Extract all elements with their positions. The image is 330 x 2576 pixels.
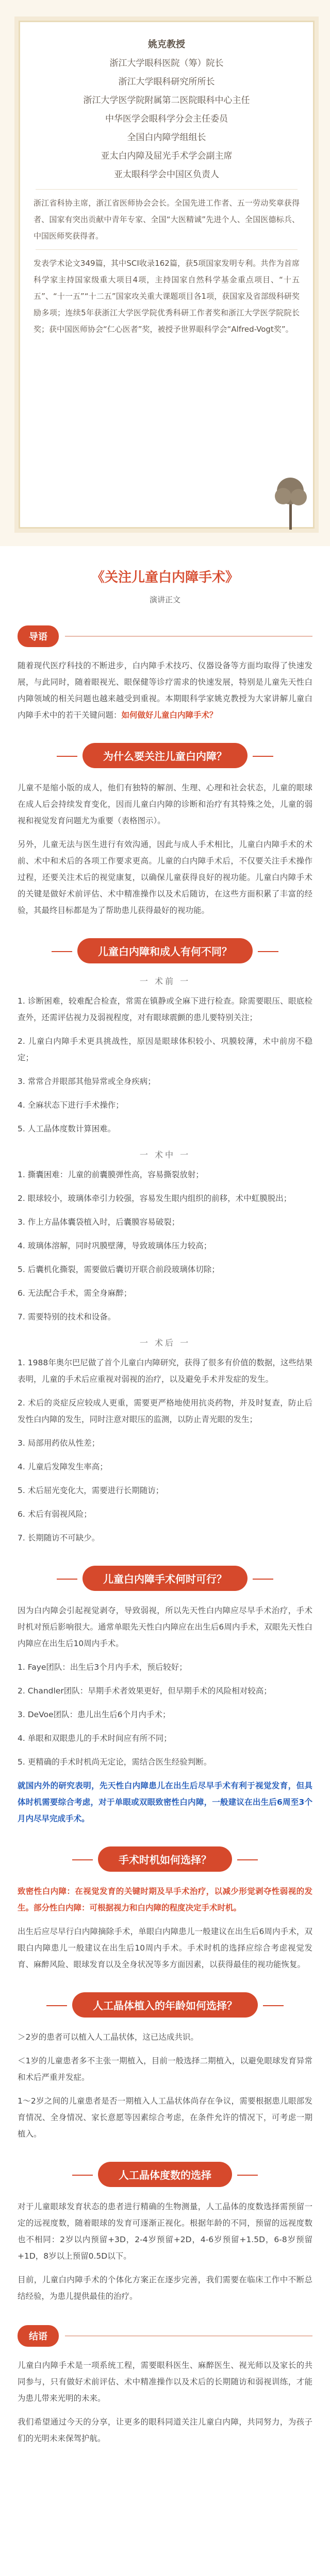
q1-heading-row: [0, 743, 330, 768]
intro-body: [0, 657, 330, 723]
list-item: 2. 眼球较小，玻璃体牵引力较强，容易发生眼内组织的前移，术中虹膜脱出；: [18, 1194, 292, 1203]
list-item: 1. 诊断困难，较难配合检查，常需在镇静或全麻下进行检查。除需要眼压、眼底检查外，还需评估视力及弱视程度，对有眼球震颤的患儿要特别关注；: [18, 996, 312, 1022]
list-item: 1. 1988年奥尔巴尼做了首个儿童白内障研究，获得了很多有价值的数据，这些结果表明，儿童的手术后应重视对弱视的治疗，以及避免手术并发症的发生。: [18, 1358, 312, 1384]
article-subtitle: 演讲正文: [149, 595, 180, 604]
list-item: 3. 常常合并眼部其他异常或全身疾病；: [18, 1077, 156, 1086]
q3-para-1: 因为白内障会引起视觉剥夺，导致弱视，所以先天性白内障应尽早手术治疗，手术时机对预后影响很大。通常单眼先天性白内障应在出生后6周内手术，双眼先天性白内障应在出生后10周内手术。: [18, 1606, 312, 1648]
q2-list-preop: [0, 993, 330, 1137]
list-item: 7. 长期随访不可缺少。: [18, 1533, 100, 1543]
q5-heading: 人工晶体植入的年龄如何选择？: [72, 1992, 258, 2018]
q1-para-2: 另外，儿童无法与医生进行有效沟通，因此与成人手术相比，儿童白内障手术的术前、术中和术后的各项工作要求更高。儿童的白内障手术后，不仅要关注手术操作过程，还要关注术后的视觉康复，以确保儿童获得良好的视功能。儿童白内障手术的关键是做好术前评估、术中精准操作以及术后随访，在这些方面积累了丰富的经验，其最终目标都是为了帮助患儿获得最好的视功能。: [18, 840, 312, 915]
q4-para-2: 出生后应尽早行白内障摘除手术，单眼白内障患儿一般建议在出生后6周内手术，双眼白内障患儿一般建议在出生后10周内手术。手术时机的选择应综合考虑视觉发育、麻醉风险、眼球发育以及全身状况等多方面因素，以获得最佳的视功能恢复。: [18, 1927, 312, 1969]
bio-section: [0, 0, 330, 546]
list-item: 6. 术后有弱视风险；: [18, 1510, 92, 1519]
end-para-2: 我们希望通过今天的分享，让更多的眼科同道关注儿童白内障，共同努力，为孩子们的光明未来保驾护航。: [18, 2417, 312, 2443]
bio-line: 亚太白内障及屈光手术学会副主席: [101, 151, 233, 161]
list-item: 4. 玻璃体溶解，同时巩膜壁薄，导致玻璃体压力较高；: [18, 1241, 212, 1250]
q6-heading: 人工晶体度数的选择: [98, 2162, 232, 2187]
q6-para-1: 对于儿童眼球发育状态的患者进行精确的生物测量，人工晶体的度数选择需预留一定的远视度数，随着眼球的发育可逐渐正视化。根据年龄的不同，预留的远视度数也不相同：2岁以内预留+3D，2-4岁预留+2D，4-6岁预留+1.5D，6-8岁预留+1D，8岁以上预留0.5D以下。: [18, 2202, 312, 2261]
article-title: 《关注儿童白内障手术》: [91, 570, 239, 585]
intro-badge-row: [18, 625, 312, 647]
bio-line: 浙江大学眼科研究所所长: [118, 77, 215, 87]
q4-heading-row: [0, 1846, 330, 1872]
q4-heading: 手术时机如何选择？: [98, 1846, 232, 1872]
q2-sub-preop: 一 术前 一: [139, 976, 191, 986]
q2-heading-row: [0, 938, 330, 963]
list-item: 1. 撕囊困难：儿童的前囊膜弹性高，容易撕裂放射；: [18, 1170, 204, 1179]
list-item: 3. 局部用药依从性差；: [18, 1438, 100, 1448]
q6-para-2: 目前，儿童白内障手术的个体化方案正在逐步完善，我们需要在临床工作中不断总结经验，为患儿提供最佳的治疗。: [18, 2275, 312, 2301]
bio-para-2: 发表学术论文349篇，其中SCI收录162篇，获5项国家发明专利。共作为首席科学家主持国家级重大项目4项，主持国家自然科学基金重点项目、“十五五”、“十一五”“十二五”国家攻关重大课题项目各1项，获国家及省部级科研奖励多项；连续5年获浙江大学医学院优秀科研工作者奖和浙江大学医学院院长奖；获中国医师协会“仁心医者”奖，被授予世界眼科学会“Alfred-Vogt奖”。: [34, 259, 300, 334]
q4-body: [0, 1883, 330, 1973]
list-item: 6. 无法配合手术，需全身麻醉；: [18, 1289, 132, 1298]
badge-line: [65, 636, 312, 637]
bio-line: 中华医学会眼科学分会主任委员: [105, 114, 228, 124]
list-item: 2. 儿童白内障手术更具挑战性，原因是眼球体积较小、巩膜较薄，术中前房不稳定；: [18, 1037, 312, 1062]
intro-text: 随着现代医疗科技的不断进步，白内障手术技巧、仪器设备等方面均取得了快速发展，与此同时，随着眼视光、眼保健等诊疗需求的快速发展，特别是儿童先天性白内障领域的相关问题也越来越受到重视。本期眼科学家姚克教授为大家讲解儿童白内障手术中的若干关键问题：: [18, 661, 312, 720]
q2-sub-intraop: 一 术中 一: [139, 1150, 191, 1160]
end-body: [0, 2357, 330, 2447]
q2-sub-postop: 一 术后 一: [139, 1338, 191, 1348]
list-item: 4. 全麻状态下进行手术操作；: [18, 1100, 124, 1110]
list-item: 4. 单眼和双眼患儿的手术时间应有所不同；: [18, 1734, 172, 1743]
list-item: 2. 术后的炎症反应较成人更重，需要更严格地使用抗炎药物，并及时复查，防止后发性白内障的发生，同时注意对眼压的监测，以防止青光眼的发生；: [18, 1398, 312, 1424]
q3-heading-row: [0, 1566, 330, 1591]
badge-line: [65, 2335, 312, 2336]
q1-para-1: 儿童不是缩小版的成人，他们有独特的解剖、生理、心理和社会状态，儿童的眼球在成人后会持续发育变化，因而儿童白内障的诊断和治疗有其特殊之处，儿童的弱视和视觉发育问题尤为重要（表格图示）。: [18, 783, 312, 825]
bio-line: 浙江大学眼科医院（筹）院长: [109, 58, 224, 69]
list-item: 5. 更精确的手术时机尚无定论，需结合医生经验判断。: [18, 1757, 212, 1767]
list-item: 2. Chandler团队：早期手术者效果更好，但早期手术的风险相对较高；: [18, 1686, 272, 1696]
list-item: 4. 儿童后发障发生率高；: [18, 1462, 108, 1471]
bio-line: 全国白内障学组组长: [127, 132, 206, 143]
q6-body: [0, 2198, 330, 2304]
q5-heading-row: [0, 1992, 330, 2018]
q1-heading: 为什么要关注儿童白内障？: [82, 743, 248, 768]
q1-body: [0, 779, 330, 919]
q3-body: [0, 1602, 330, 1827]
q5-body: [0, 2029, 330, 2142]
list-item: 5. 术后屈光变化大，需要进行长期随访；: [18, 1486, 164, 1495]
end-badge: 结语: [18, 2325, 59, 2347]
bio-header: [20, 22, 313, 184]
end-para-1: 儿童白内障手术是一项系统工程，需要眼科医生、麻醉医生、视光师以及家长的共同参与，只有做好术前评估、术中精准操作以及术后的长期随访和弱视训练，才能为患儿带来光明的未来。: [18, 2361, 312, 2403]
list-item: 5. 后囊机化撕裂，需要做后囊切开联合前段玻璃体切除；: [18, 1265, 220, 1274]
intro-highlight: 如何做好儿童白内障手术？: [121, 710, 218, 720]
bio-card: [19, 21, 315, 529]
q2-heading: 儿童白内障和成人有何不同？: [77, 938, 253, 963]
bio-para-1: 浙江省科协主席，浙江省医师协会会长。全国先进工作者、五一劳动奖章获得者、国家有突出贡献中青年专家、全国“大医精诚”先进个人、全国医德标兵、中国医师奖获得者。: [34, 198, 300, 241]
bio-line: 浙江大学医学院附属第二医院眼科中心主任: [83, 95, 250, 106]
intro-badge: 导语: [18, 625, 59, 647]
article-header: [0, 546, 330, 605]
q2-list-postop: [0, 1354, 330, 1546]
q4-para-1: 致密性白内障：在视觉发育的关键时期及早手术治疗，以减少形觉剥夺性弱视的发生。部分性白内障：可根据视力和白内障的程度决定手术时机。: [18, 1887, 312, 1912]
list-item: 3. DeVoe团队：患儿出生后6个月内手术；: [18, 1710, 171, 1719]
q6-heading-row: [0, 2162, 330, 2187]
q5-para-1: ＞2岁的患者可以植入人工晶状体，这已达成共识。: [18, 2032, 199, 2042]
end-badge-row: [18, 2325, 312, 2347]
q5-para-3: 1～2岁之间的儿童患者是否一期植入人工晶状体尚存在争议，需要根据患儿眼部发育情况、全身情况、家长意愿等因素综合考虑，在条件允许的情况下，可考虑一期植入。: [18, 2096, 312, 2139]
list-item: 3. 作上方晶体囊袋植入时，后囊膜容易破裂；: [18, 1217, 180, 1227]
q3-heading: 儿童白内障手术何时可行？: [82, 1566, 248, 1591]
bio-line: 亚太眼科学会中国区负责人: [114, 170, 219, 180]
list-item: 5. 人工晶体度数计算困难。: [18, 1124, 116, 1133]
list-item: 7. 需要特别的技术和设备。: [18, 1312, 116, 1321]
divider: [36, 189, 298, 190]
q2-list-intraop: [0, 1166, 330, 1325]
q3-note: 就国内外的研究表明，先天性白内障患儿在出生后尽早手术有利于视觉发育，但具体时机需要综合考虑，对于单眼或双眼致密性白内障，一般建议在出生后6周至3个月内尽早完成手术。: [18, 1781, 312, 1823]
q5-para-2: ＜1岁的儿童患者多不主张一期植入，目前一般选择二期植入，以避免眼球发育异常和术后严重并发症。: [18, 2056, 312, 2082]
divider: [36, 249, 298, 250]
list-item: 1. Faye团队：出生后3个月内手术，预后较好；: [18, 1663, 187, 1672]
tree-icon: [269, 470, 313, 532]
bio-name: 姚克教授: [148, 39, 185, 50]
